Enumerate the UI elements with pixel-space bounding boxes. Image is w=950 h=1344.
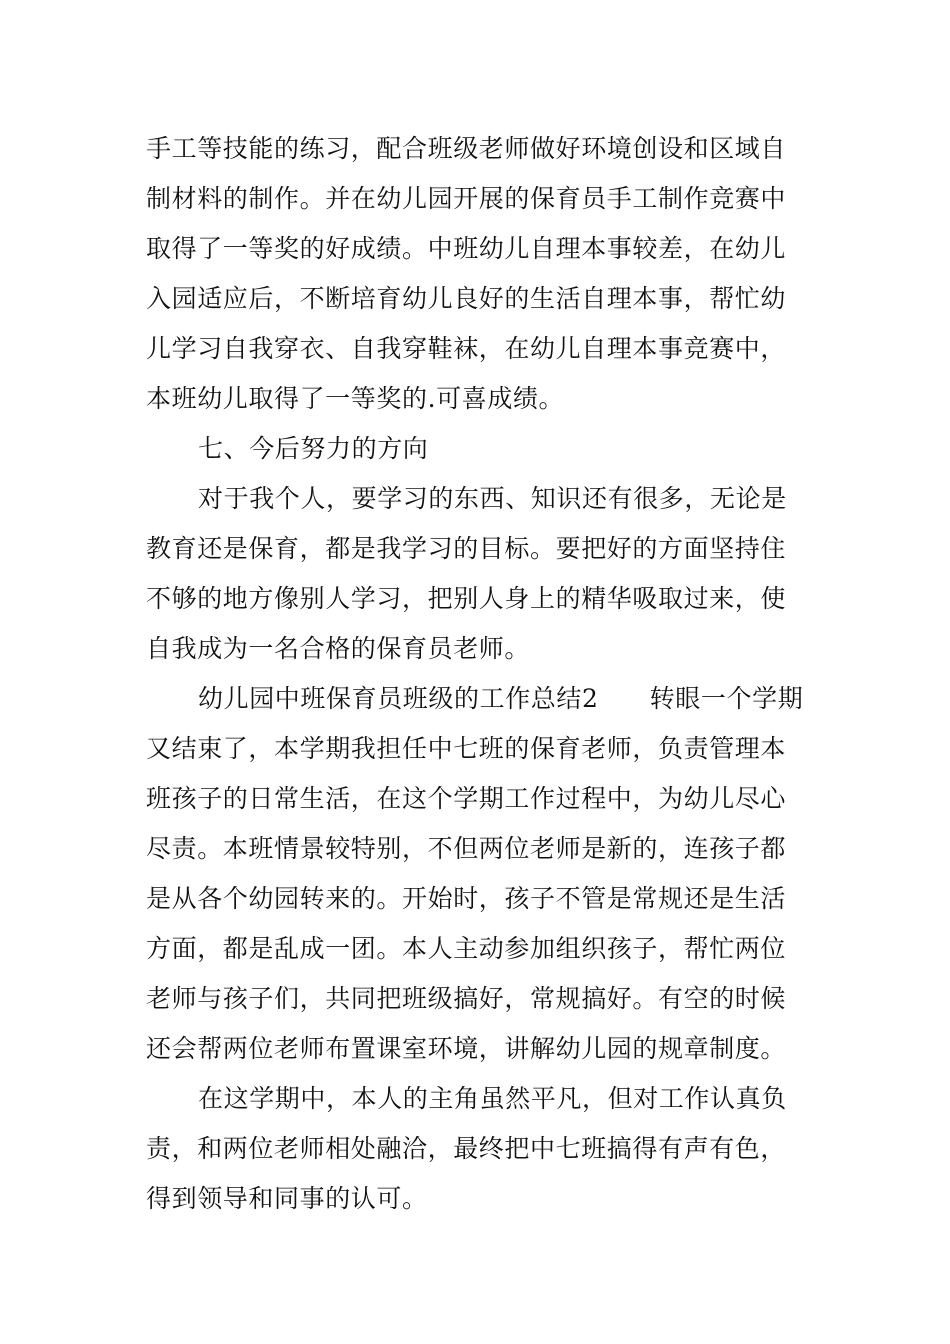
body-text	[146, 124, 806, 1224]
text-line: 取得了一等奖的好成绩。中班幼儿自理本事较差，在幼儿	[146, 234, 787, 263]
text-line: 七、今后努力的方向	[198, 434, 429, 463]
text-line: 对于我个人，要学习的东西、知识还有很多，无论是	[198, 484, 787, 513]
text-line: 还会帮两位老师布置课室环境，讲解幼儿园的规章制度。	[146, 1034, 787, 1063]
text-line: 自我成为一名合格的保育员老师。	[146, 634, 531, 663]
text-line: 入园适应后，不断培育幼儿良好的生活自理本事，帮忙幼	[146, 284, 787, 313]
text-line: 制材料的制作。并在幼儿园开展的保育员手工制作竞赛中	[146, 184, 787, 213]
text-line: 老师与孩子们，共同把班级搞好，常规搞好。有空的时候	[146, 984, 787, 1013]
text-line: 方面，都是乱成一团。本人主动参加组织孩子，帮忙两位	[146, 934, 787, 963]
text-line: 在这学期中，本人的主角虽然平凡，但对工作认真负	[198, 1084, 787, 1113]
text-line: 责，和两位老师相处融洽，最终把中七班搞得有声有色，	[146, 1134, 787, 1163]
text-line: 本班幼儿取得了一等奖的.可喜成绩。	[146, 384, 565, 413]
text-line: 不够的地方像别人学习，把别人身上的精华吸取过来，使	[146, 584, 787, 613]
text-line: 教育还是保育，都是我学习的目标。要把好的方面坚持住	[146, 534, 787, 563]
text-line: 又结束了，本学期我担任中七班的保育老师，负责管理本	[146, 734, 787, 763]
text-line: 得到领导和同事的认可。	[146, 1184, 428, 1213]
text-line: 儿学习自我穿衣、自我穿鞋袜，在幼儿自理本事竞赛中，	[146, 334, 787, 363]
text-line: 是从各个幼园转来的。开始时，孩子不管是常规还是生活	[146, 884, 787, 913]
text-line: 班孩子的日常生活，在这个学期工作过程中，为幼儿尽心	[146, 784, 787, 813]
text-line: 尽责。本班情景较特别，不但两位老师是新的，连孩子都	[146, 834, 787, 863]
text-line: 幼儿园中班保育员班级的工作总结2 转眼一个学期	[198, 684, 804, 713]
text-line: 手工等技能的练习，配合班级老师做好环境创设和区域自	[146, 134, 787, 163]
